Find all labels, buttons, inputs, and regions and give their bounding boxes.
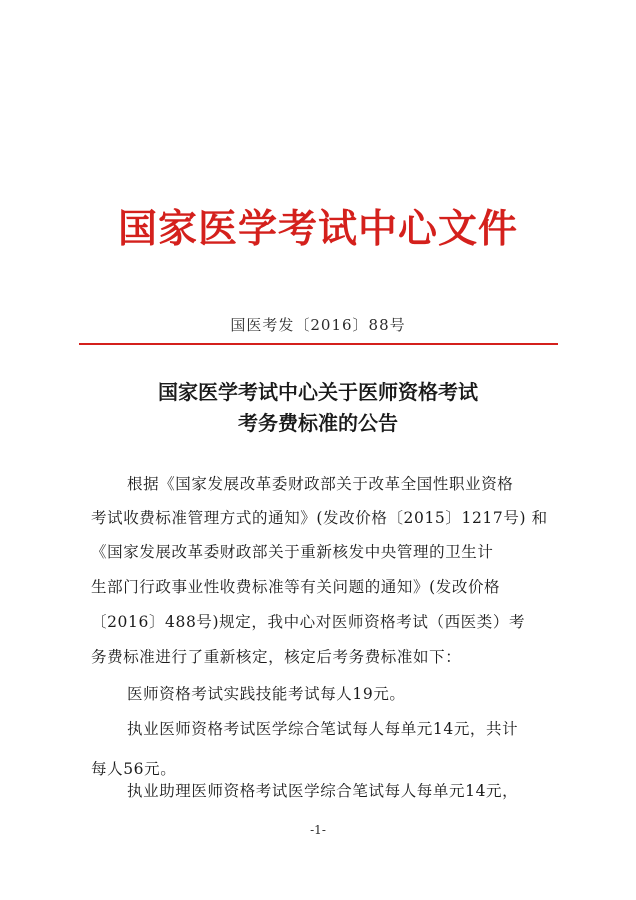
body-line: 《国家发展改革委财政部关于重新核发中央管理的卫生计	[91, 543, 494, 561]
body-line: 考试收费标准管理方式的通知》(发改价格〔2015〕1217号) 和	[91, 509, 548, 527]
page-number: -1-	[310, 823, 326, 837]
body-line: 执业医师资格考试医学综合笔试每人每单元14元，共计	[127, 720, 519, 738]
body-line: 执业助理医师资格考试医学综合笔试每人每单元14元，	[127, 782, 519, 800]
notice-title-line-2: 考务费标准的公告	[238, 411, 398, 435]
header-divider	[79, 343, 558, 345]
body-line: 根据《国家发展改革委财政部关于改革全国性职业资格	[127, 475, 514, 493]
notice-title-line-1: 国家医学考试中心关于医师资格考试	[158, 380, 478, 404]
document-number: 国医考发〔2016〕88号	[230, 316, 406, 334]
body-line: 每人56元。	[91, 760, 177, 778]
issuer-header: 国家医学考试中心文件	[117, 206, 518, 252]
body-line: 医师资格考试实践技能考试每人19元。	[127, 685, 406, 703]
body-line: 务费标准进行了重新核定，核定后考务费标准如下：	[91, 648, 462, 666]
body-line: 生部门行政事业性收费标准等有关问题的通知》(发改价格	[91, 578, 501, 596]
body-line: 〔2016〕488号)规定，我中心对医师资格考试（西医类）考	[91, 613, 526, 631]
